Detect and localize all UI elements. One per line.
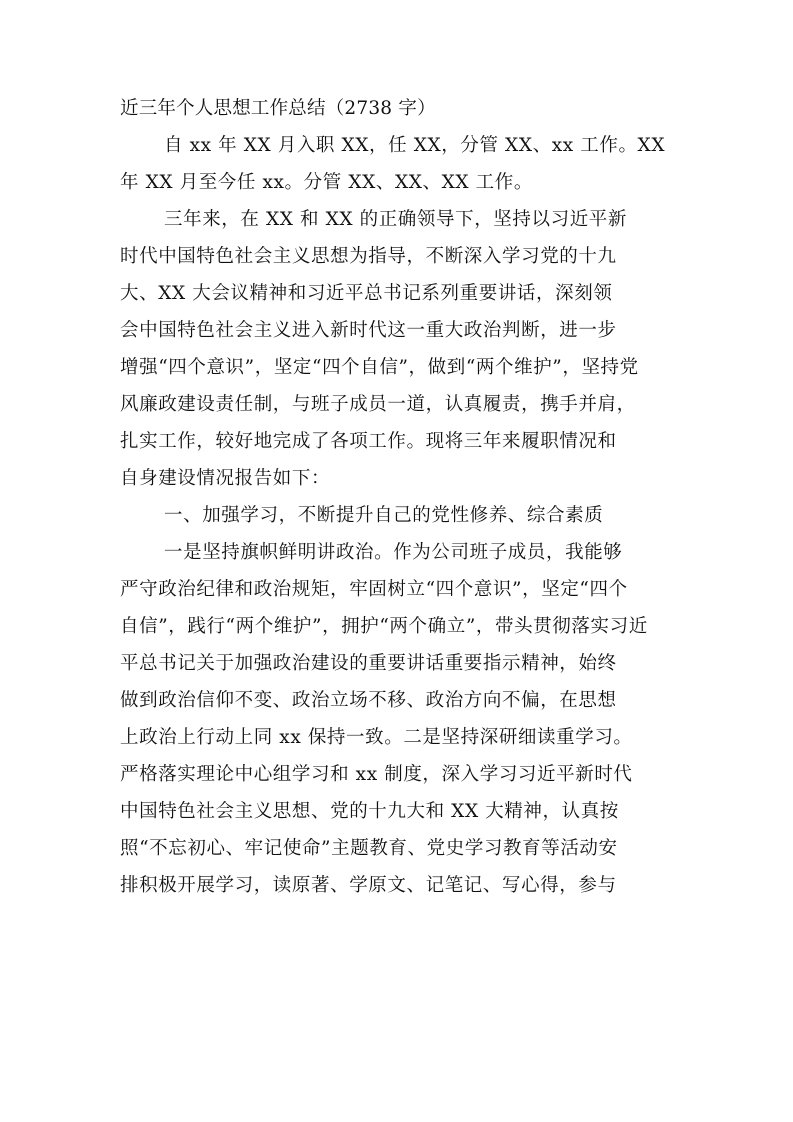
paragraph-line: 严格落实理论中心组学习和 xx 制度，深入学习习近平新时代 [120,764,633,785]
document-title: 近三年个人思想工作总结（2738 字） [120,98,436,119]
paragraph-line: 年 XX 月至今任 xx。分管 XX、XX、XX 工作。 [120,172,533,193]
paragraph-line: 上政治上行动上同 xx 保持一致。二是坚持深研细读重学习。 [120,727,633,748]
paragraph-line: 做到政治信仰不变、政治立场不移、政治方向不偏，在思想 [120,690,617,711]
paragraph-line: 自 xx 年 XX 月入职 XX，任 XX，分管 XX、xx 工作。XX [164,135,666,156]
paragraph-line: 一是坚持旗帜鲜明讲政治。作为公司班子成员，我能够 [164,542,623,563]
paragraph-line: 时代中国特色社会主义思想为指导，不断深入学习党的十九 [120,246,617,267]
paragraph-line: 扎实工作，较好地完成了各项工作。现将三年来履职情况和 [120,431,617,452]
paragraph-line: 风廉政建设责任制，与班子成员一道，认真履责，携手并肩， [120,394,636,415]
paragraph-line: 会中国特色社会主义进入新时代这一重大政治判断，进一步 [120,320,617,341]
paragraph-line: 严守政治纪律和政治规矩，牢固树立“四个意识”，坚定“四个 [120,579,628,600]
paragraph-line: 自信”，践行“两个维护”，拥护“两个确立”，带头贯彻落实习近 [120,616,648,637]
paragraph-line: 三年来，在 XX 和 XX 的正确领导下，坚持以习近平新 [164,209,628,230]
paragraph-line: 自身建设情况报告如下： [120,468,331,489]
paragraph-line: 增强“四个意识”，坚定“四个自信”，做到“两个维护”，坚持党 [120,357,639,378]
paragraph-line: 平总书记关于加强政治建设的重要讲话重要指示精神，始终 [120,653,617,674]
paragraph-line: 照“不忘初心、牢记使命”主题教育、党史学习教育等活动安 [120,838,618,859]
section-heading: 一、加强学习，不断提升自己的党性修养、综合素质 [164,505,604,526]
document-body [120,90,686,904]
paragraph-line: 中国特色社会主义思想、党的十九大和 XX 大精神，认真按 [120,801,619,822]
paragraph-line: 大、XX 大会议精神和习近平总书记系列重要讲话，深刻领 [120,283,613,304]
paragraph-line: 排积极开展学习，读原著、学原文、记笔记、写心得，参与 [120,875,617,896]
